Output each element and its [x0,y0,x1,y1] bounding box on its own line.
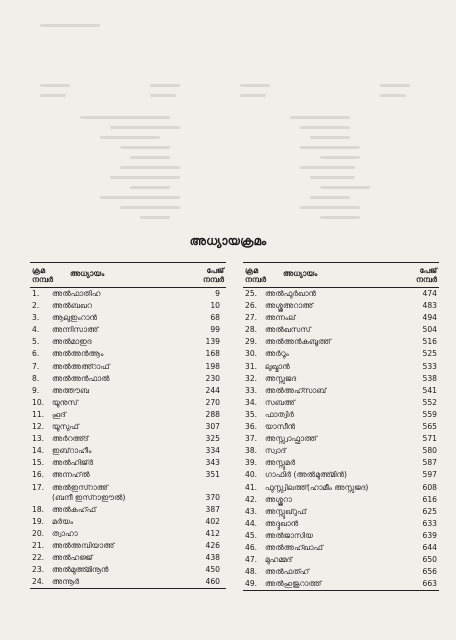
chapter-number: 41. [245,482,258,492]
chapter-number: 8. [32,373,40,383]
chapter-title: അർറഅ്ദ് [52,434,89,444]
chapter-title: അദ്ദുഖാൻ [265,518,299,528]
table-row [243,578,439,590]
chapter-title: സ്വാദ് [265,446,286,456]
table-row [30,445,226,457]
chapter-number: 30. [245,349,258,359]
page-number: 387 [205,504,220,514]
page-number: 625 [422,506,437,516]
page-number: 450 [205,564,220,574]
chapter-number: 33. [245,385,258,395]
chapter-title: അന്നൂർ [52,577,80,587]
page-number: 9 [215,289,220,298]
table-row [243,397,439,409]
table-row [243,385,439,397]
chapter-title: ഗാഫിർ (അൽമുഅ്മിൻ) [265,470,347,480]
page-number: 68 [210,313,220,323]
chapter-title: അർറൂം [265,349,289,359]
chapter-number: 23. [32,564,45,574]
page-number: 541 [422,385,437,395]
table-row [243,469,439,481]
table-row [30,564,226,576]
toc-table-left [30,262,226,588]
page-number: 538 [422,373,437,383]
header-number: ക്രമ നമ്പർ [245,266,266,284]
chapter-number: 44. [245,518,258,528]
table-row [243,518,439,530]
header-chapter: അധ്യായം [283,269,318,278]
header-number: ക്രമ നമ്പർ [32,266,53,284]
chapter-number: 49. [245,579,258,589]
chapter-number: 9. [32,385,40,395]
table-row [243,482,439,494]
chapter-number: 48. [245,567,258,577]
page-number: 644 [422,542,437,552]
chapter-number: 10. [32,397,45,407]
chapter-number: 39. [245,458,258,468]
chapter-number: 45. [245,530,258,540]
page-number: 10 [210,301,220,311]
table-row [30,504,226,516]
chapter-number: 37. [245,434,258,444]
page-number: 597 [422,470,437,480]
chapter-number: 21. [32,540,45,550]
table-header [30,263,226,288]
chapter-title: ഇബ്‌റാഹീം [52,446,92,456]
chapter-title: അൽഅമ്പിയാഅ് [52,540,115,550]
page-number: 504 [422,325,437,335]
chapter-title: ഫാത്വിർ [265,409,294,419]
table-row [30,469,226,481]
chapter-title: അസ്സുമർ [265,458,296,468]
page-number: 633 [422,518,437,528]
page-number: 270 [205,397,220,407]
chapter-title: അൽഹജ്ജ് [52,552,93,562]
chapter-title: അൽഫാതിഹ [52,289,101,298]
chapter-title: ആലുഇംറാൻ [52,313,98,323]
page-number: 402 [205,516,220,526]
page-number: 460 [205,577,220,587]
table-row [30,552,226,564]
chapter-title: അൽഅൻഫാൽ [52,373,110,383]
chapter-title: അൽഅഹ്ഖാഫ് [265,542,323,552]
table-row [243,373,439,385]
chapter-number: 46. [245,542,258,552]
chapter-title: യാസീൻ [265,422,296,432]
page-number: 608 [422,482,437,492]
page-number: 139 [205,337,220,347]
chapter-title: അശ്ശൂറാ [265,494,292,504]
chapter-title: ഫുസ്സ്വിലത്ത്(ഹാമീം അസ്സജദ) [265,482,369,492]
table-row [243,566,439,578]
table-row [30,312,226,324]
chapter-number: 20. [32,528,45,538]
table-row [30,361,226,373]
page-number: 580 [422,446,437,456]
chapter-number: 17. [32,482,45,492]
chapter-title: അൽഫുർഖാൻ [265,289,317,298]
page-number: 571 [422,434,437,444]
chapter-number: 11. [32,409,45,419]
page-number: 533 [422,361,437,371]
page-number: 639 [422,530,437,540]
chapter-number: 24. [32,577,45,587]
table-row [243,348,439,360]
chapter-number: 31. [245,361,258,371]
chapter-number: 43. [245,506,258,516]
page-number: 325 [205,434,220,444]
chapter-number: 29. [245,337,258,347]
header-page: പേജ് നമ്പർ [203,266,224,284]
table-row [30,373,226,385]
chapter-title: അൽമുഅ്മിനൂൻ [52,564,109,574]
chapter-title: അന്നിസാഅ് [52,325,99,335]
chapter-number: 25. [245,289,258,298]
table-row [30,300,226,312]
chapter-title: അന്നംല് [265,313,296,323]
chapter-title: അശ്ശുഅറാഅ് [265,301,314,311]
page-number: 474 [422,289,437,298]
chapter-number: 16. [32,470,45,480]
chapter-number: 6. [32,349,40,359]
table-row [30,385,226,397]
page-number: 198 [205,361,220,371]
chapter-title: അൽഹിജ്ർ [52,458,94,468]
table-row [243,324,439,336]
chapter-title: അൽകഹ്ഫ് [52,504,97,514]
page-number: 559 [422,409,437,419]
chapter-number: 14. [32,446,45,456]
table-row [243,445,439,457]
page-number: 483 [422,301,437,311]
chapter-number: 36. [245,422,258,432]
table-row [243,506,439,518]
table-row [30,457,226,469]
chapter-number: 3. [32,313,40,323]
chapter-title: അൽഅൻആം [52,349,104,359]
chapter-number: 32. [245,373,258,383]
table-bottom-rule [243,590,439,591]
chapter-title: ലുഖ്മാൻ [265,361,290,371]
table-row [30,516,226,528]
chapter-title: അൽഖസസ് [265,325,311,335]
chapter-title: അത്തൗബ [52,385,90,395]
chapter-title: യൂസുഫ് [52,422,79,432]
table-row [243,457,439,469]
table-row [243,494,439,506]
chapter-number: 4. [32,325,40,335]
table-row [243,336,439,348]
table-row [30,482,226,504]
table-row [243,530,439,542]
chapter-title: അസ്സുഖ്റുഫ് [265,506,307,516]
page-number: 288 [205,409,220,419]
chapter-number: 22. [32,552,45,562]
table-row [30,433,226,445]
chapter-number: 35. [245,409,258,419]
chapter-number: 15. [32,458,45,468]
chapter-number: 28. [245,325,258,335]
page-number: 438 [205,552,220,562]
chapter-number: 12. [32,422,45,432]
table-row [30,421,226,433]
chapter-title: ഹൂദ് [52,409,66,419]
chapter-number: 34. [245,397,258,407]
chapter-title: മുഹമ്മദ് [265,555,293,565]
chapter-title: അൽഅൻകബൂത്ത് [265,337,331,347]
header-page: പേജ് നമ്പർ [416,266,437,284]
page-number: 370 [205,492,220,502]
chapter-number: 19. [32,516,45,526]
chapter-title: യൂനുസ് [52,397,78,407]
chapter-title: അസ്സജദ [265,373,297,383]
table-row [30,409,226,421]
table-body-left [30,288,226,588]
chapter-number: 42. [245,494,258,504]
header-chapter: അധ്യായം [70,269,105,278]
page-number: 230 [205,373,220,383]
chapter-title: സബഅ് [265,397,295,407]
chapter-title: മർയം [52,516,74,526]
page-number: 343 [205,458,220,468]
chapter-number: 40. [245,470,258,480]
toc-table-right [243,262,439,590]
page-number: 244 [205,385,220,395]
chapter-title: അസ്സ്വാഫ്ഫാത്ത് [265,434,317,444]
chapter-title: അൽഇസ്റാഅ് [52,482,108,492]
chapter-number: 47. [245,555,258,565]
table-row [30,540,226,552]
chapter-number: 7. [32,361,40,371]
page-number: 663 [422,579,437,589]
page-number: 494 [422,313,437,323]
page-number: 351 [205,470,220,480]
chapter-title: അന്നഹ്ൽ [52,470,90,480]
page-number: 565 [422,422,437,432]
table-row [30,348,226,360]
chapter-number: 1. [32,289,40,298]
table-row [243,409,439,421]
page-number: 552 [422,397,437,407]
table-row [243,421,439,433]
chapter-title: അൽജാസിയ [265,530,313,540]
chapter-title: അൽഅഅ്റാഫ് [52,361,110,371]
chapter-title: ത്വാഹാ [52,528,78,538]
chapter-number: 26. [245,301,258,311]
page-number: 525 [422,349,437,359]
chapter-title: അൽബഖറ [52,301,92,311]
page-number: 334 [205,446,220,456]
table-row [30,324,226,336]
page-number: 516 [422,337,437,347]
chapter-number: 5. [32,337,40,347]
table-row [30,528,226,540]
page-number: 168 [205,349,220,359]
table-body-right [243,288,439,590]
table-row [243,312,439,324]
page-number: 650 [422,555,437,565]
page-title: അധ്യായക്രമം [189,234,267,248]
table-row [30,397,226,409]
page-number: 656 [422,567,437,577]
page-number: 426 [205,540,220,550]
chapter-number: 38. [245,446,258,456]
table-row [243,300,439,312]
chapter-number: 18. [32,504,45,514]
page-number: 587 [422,458,437,468]
table-row [243,554,439,566]
chapter-title: അൽമാഇദ [52,337,92,347]
page-number: 99 [210,325,220,335]
chapter-title: അൽഹുജുറാത്ത് [265,579,322,589]
chapter-number: 13. [32,434,45,444]
table-row [243,542,439,554]
table-bottom-rule [30,588,226,589]
page-number: 412 [205,528,220,538]
chapter-number: 27. [245,313,258,323]
chapter-subtitle: (ബനീ ഇസ്റാഈൽ) [52,492,126,502]
table-row [243,361,439,373]
table-row [30,576,226,588]
chapter-number: 2. [32,301,40,311]
table-row [243,433,439,445]
chapter-title: അൽഅഹ്സാബ് [265,385,327,395]
table-row [30,288,226,300]
table-row [30,336,226,348]
table-row [243,288,439,300]
page-number: 307 [205,422,220,432]
chapter-title: അൽഫത്ഹ് [265,567,310,577]
table-header [243,263,439,288]
page-number: 616 [422,494,437,504]
